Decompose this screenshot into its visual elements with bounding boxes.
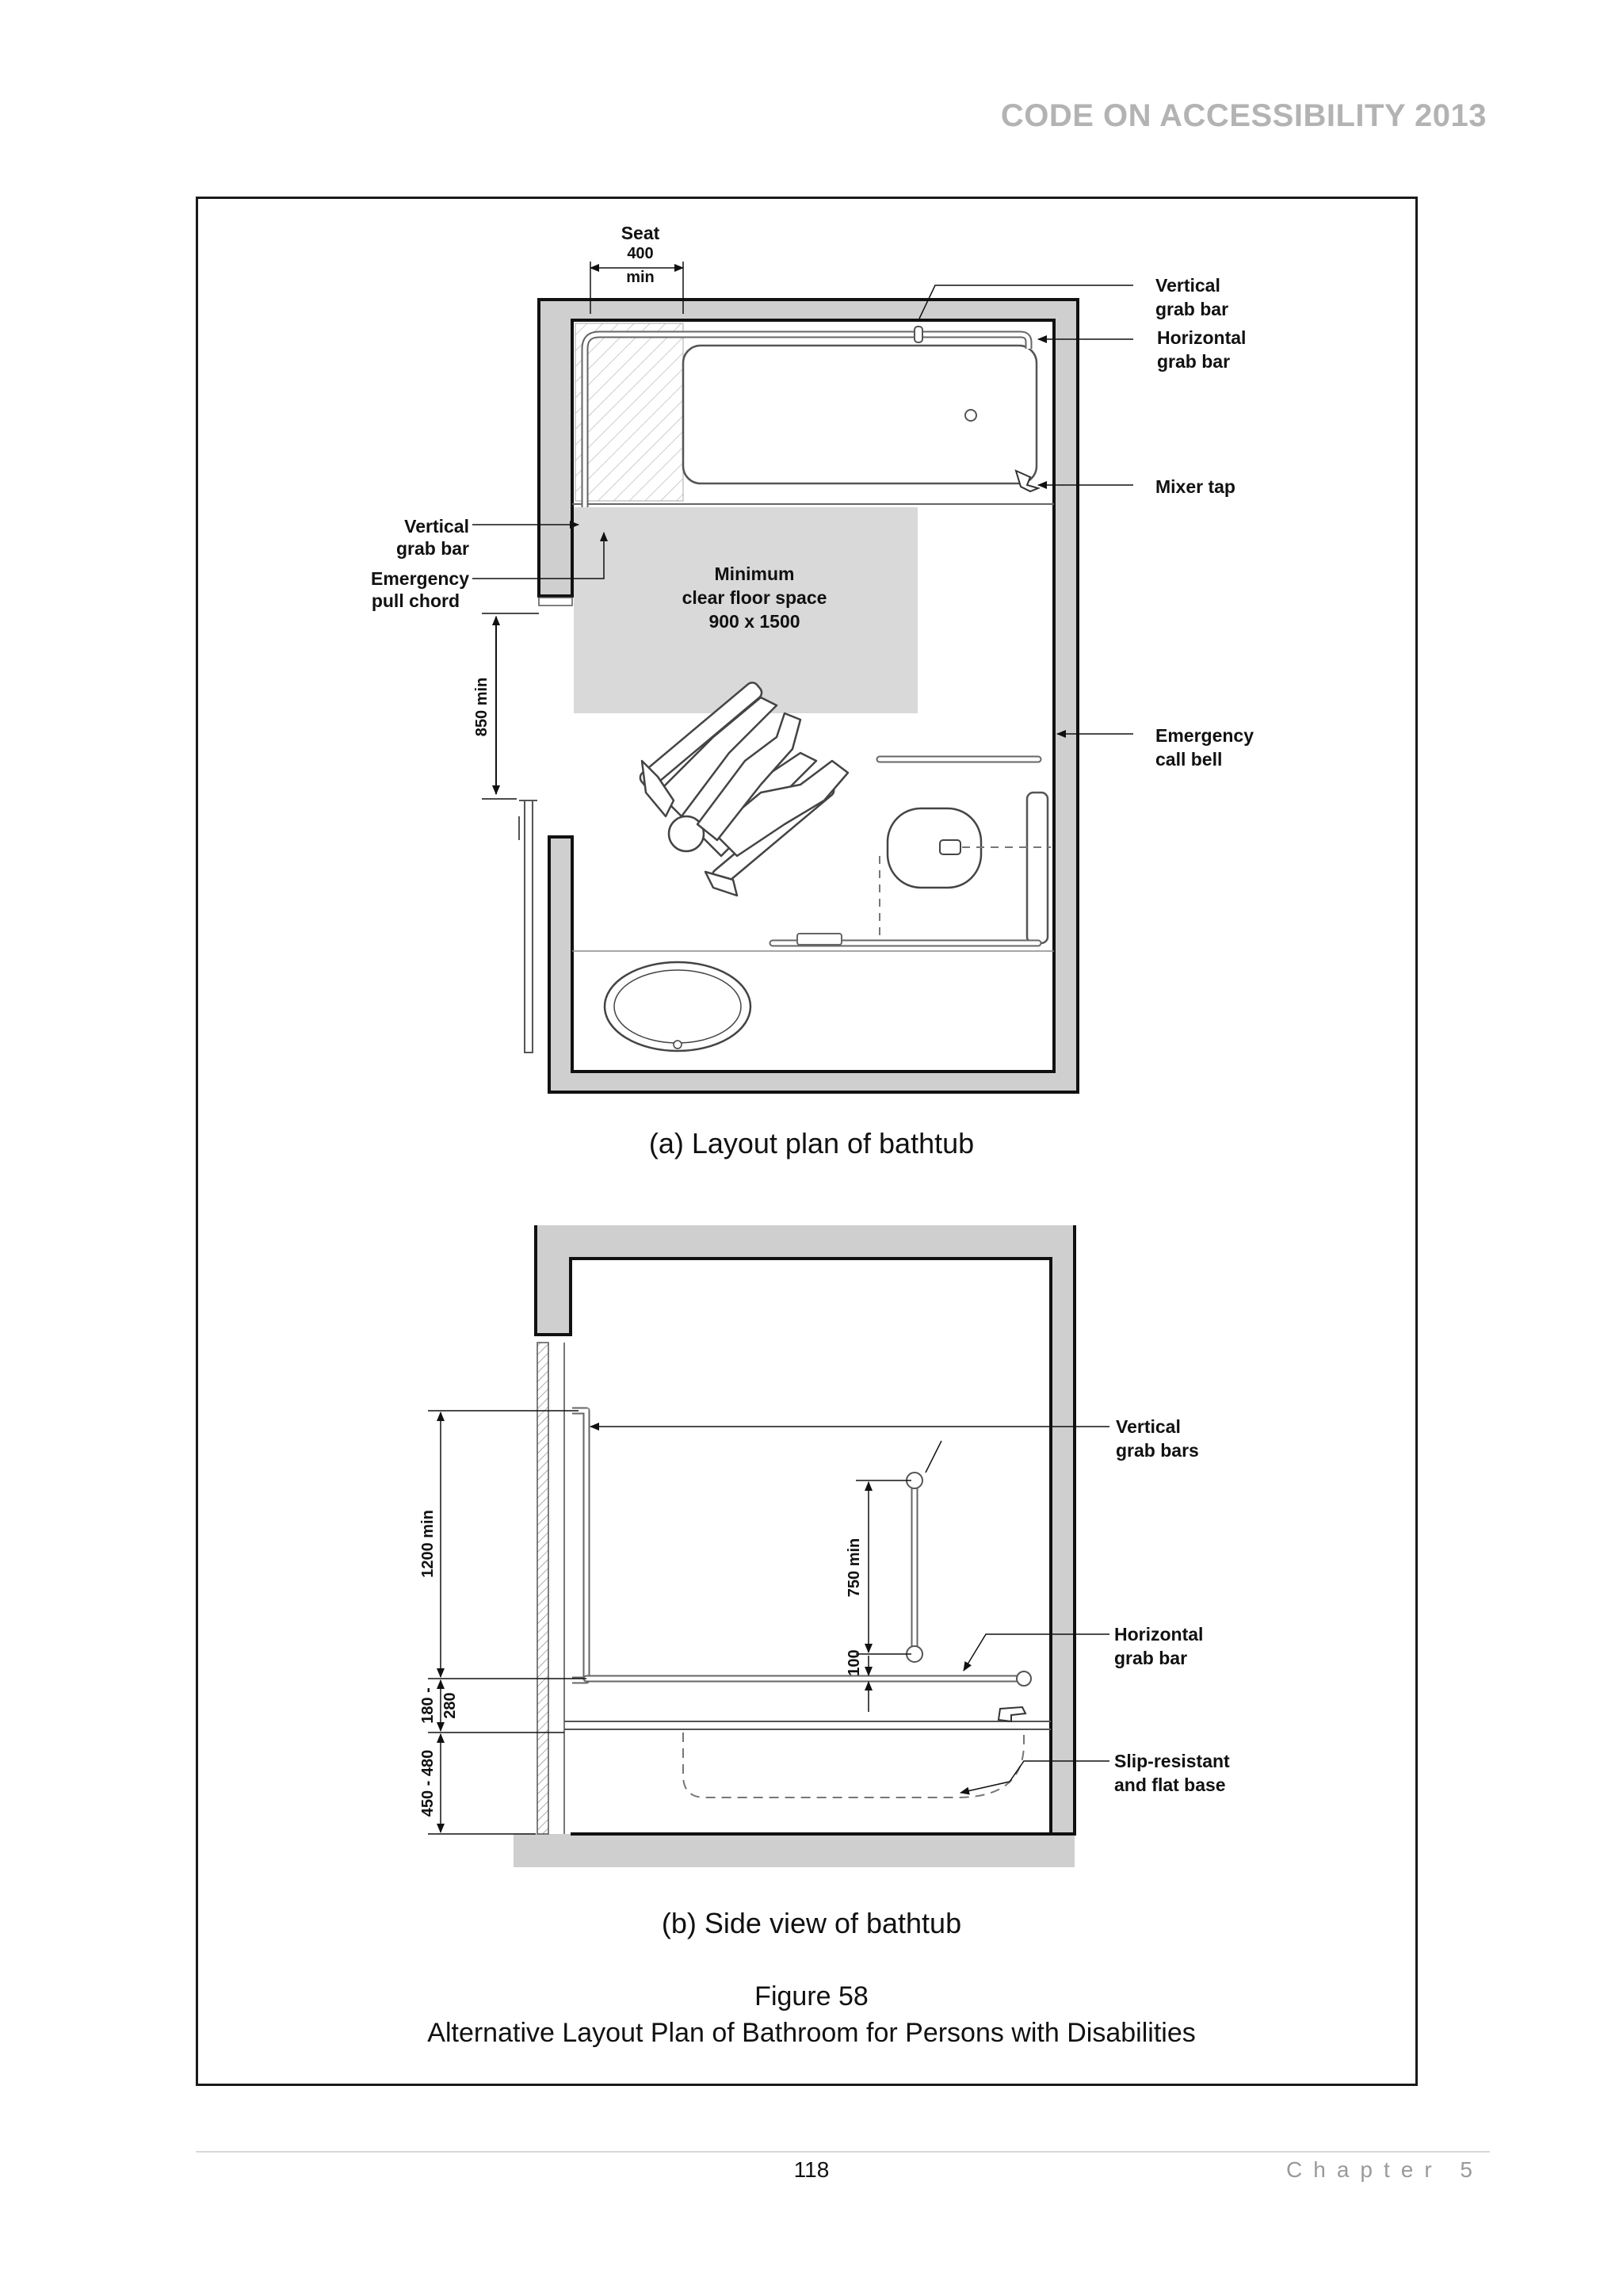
- dim-100-label: 100: [846, 1649, 863, 1676]
- side-horizontal-bar-label: Horizontal: [1114, 1624, 1204, 1645]
- seat-label: Seat: [621, 223, 660, 243]
- slip-resistant-label-2: and flat base: [1114, 1775, 1226, 1795]
- horizontal-grab-bar-label: Horizontal: [1157, 327, 1247, 348]
- dim-180-label-2: 280: [441, 1692, 459, 1719]
- pull-chord-label: Emergency: [370, 568, 469, 589]
- vertical-grab-bar-label-top-2: grab bar: [1155, 299, 1229, 319]
- seat-dim-1: 400: [627, 245, 654, 262]
- dim-1200-label: 1200 min: [419, 1510, 437, 1578]
- vertical-grab-bar-label-top: Vertical: [1155, 275, 1220, 296]
- slip-resistant-label: Slip-resistant: [1114, 1751, 1230, 1771]
- dim-750-label: 750 min: [846, 1538, 863, 1598]
- side-walls: [514, 1225, 1075, 1867]
- side-vertical-bars-label: Vertical: [1116, 1416, 1181, 1437]
- call-bell-label-2: call bell: [1155, 749, 1223, 770]
- side-mixer-tap: [999, 1707, 1025, 1721]
- side-wall-tile: [537, 1343, 548, 1834]
- clear-floor-label-3: 900 x 1500: [708, 611, 800, 632]
- side-horizontal-bar-label-2: grab bar: [1114, 1648, 1188, 1668]
- side-vertical-grab-bar-left: [572, 1411, 586, 1680]
- side-bathtub-outline: [683, 1733, 1024, 1797]
- running-header: CODE ON ACCESSIBILITY 2013: [1000, 98, 1487, 133]
- wash-basin: [605, 962, 750, 1051]
- door-dim-label: 850 min: [473, 677, 491, 737]
- caption-side: (b) Side view of bathtub: [661, 1907, 962, 1939]
- door-leaf: [525, 800, 533, 1052]
- chapter-label: Chapter 5: [1286, 2157, 1484, 2182]
- clear-floor-label-1: Minimum: [714, 563, 795, 584]
- side-vertical-bars-label-2: grab bars: [1116, 1440, 1199, 1461]
- vertical-grab-bar-label-left-2: grab bar: [395, 538, 469, 559]
- dim-450-label: 450 - 480: [419, 1749, 437, 1817]
- page-number: 118: [793, 2157, 830, 2182]
- bathtub: [683, 346, 1037, 483]
- bath-seat: [575, 323, 683, 501]
- seat-dim-2: min: [626, 269, 655, 286]
- clear-floor-label-2: clear floor space: [682, 587, 827, 608]
- pull-chord-label-2: pull chord: [371, 590, 460, 611]
- plan-view: [371, 223, 1254, 1092]
- figure-number: Figure 58: [754, 1981, 869, 2011]
- side-view: [419, 1225, 1230, 1867]
- caption-plan: (a) Layout plan of bathtub: [648, 1127, 975, 1159]
- dim-180-label-1: 180 -: [419, 1687, 437, 1724]
- call-bell-label: Emergency: [1155, 725, 1254, 746]
- figure-title: Alternative Layout Plan of Bathroom for Persons with Disabilities: [427, 2018, 1196, 2048]
- mixer-tap-label: Mixer tap: [1155, 476, 1235, 497]
- horizontal-grab-bar-label-2: grab bar: [1157, 351, 1231, 372]
- bath-drain: [965, 410, 976, 421]
- clear-floor-space: [574, 507, 918, 713]
- footer-rule: [196, 2151, 1490, 2153]
- vertical-grab-bar-label-left: Vertical: [404, 516, 469, 537]
